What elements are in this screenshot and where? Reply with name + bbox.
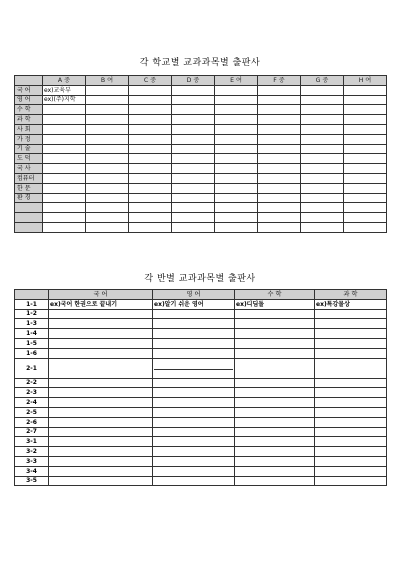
publisher-cell[interactable] [129, 85, 172, 95]
class-label: 3-4 [15, 466, 49, 476]
publisher-cell[interactable] [49, 398, 153, 408]
publisher-cell[interactable] [344, 193, 387, 203]
publisher-cell[interactable] [235, 476, 315, 486]
column-header: F 중 [258, 76, 301, 86]
schools-table-title: 각 학교별 교과과목별 출판사 [139, 58, 261, 68]
publisher-cell[interactable] [153, 437, 235, 447]
publisher-cell[interactable] [301, 95, 344, 105]
publisher-cell[interactable] [235, 329, 315, 339]
class-label: 3-2 [15, 447, 49, 457]
publisher-cell[interactable] [315, 466, 387, 476]
publisher-cell[interactable] [172, 173, 215, 183]
publisher-cell[interactable] [258, 164, 301, 174]
subject-label [15, 222, 43, 232]
publisher-cell[interactable] [49, 456, 153, 466]
publisher-cell[interactable] [49, 388, 153, 398]
publisher-cell[interactable] [344, 213, 387, 223]
subject-label: 수 학 [15, 105, 43, 115]
publisher-cell[interactable] [301, 193, 344, 203]
publisher-cell[interactable] [315, 309, 387, 319]
class-label: 1-6 [15, 348, 49, 358]
publisher-cell[interactable] [86, 85, 129, 95]
publisher-cell[interactable] [129, 183, 172, 193]
table-row [15, 95, 387, 105]
publisher-cell[interactable] [43, 154, 86, 164]
publisher-cell[interactable] [235, 447, 315, 457]
column-header: 수 학 [235, 290, 315, 300]
publisher-cell[interactable] [215, 164, 258, 174]
publisher-cell[interactable] [153, 309, 235, 319]
publisher-cell[interactable]: ex)특강물상 [315, 299, 387, 309]
publisher-cell[interactable] [344, 105, 387, 115]
publisher-cell[interactable] [258, 115, 301, 125]
publisher-cell[interactable] [301, 144, 344, 154]
publisher-cell[interactable] [129, 203, 172, 213]
publisher-cell[interactable] [172, 95, 215, 105]
split-cell [154, 359, 233, 378]
publisher-cell[interactable] [172, 85, 215, 95]
publisher-cell[interactable] [86, 154, 129, 164]
publisher-cell[interactable] [172, 222, 215, 232]
column-header: A 중 [43, 76, 86, 86]
publisher-cell[interactable] [86, 203, 129, 213]
publisher-cell[interactable] [258, 154, 301, 164]
publisher-cell[interactable] [153, 476, 235, 486]
publisher-cell[interactable]: ex)국어 한권으로 끝내기 [49, 299, 153, 309]
publisher-cell[interactable] [86, 164, 129, 174]
class-label: 2-2 [15, 378, 49, 388]
publisher-cell[interactable] [301, 115, 344, 125]
publisher-cell[interactable] [315, 437, 387, 447]
table-row [15, 183, 387, 193]
publisher-cell[interactable]: ex)디딤돌 [235, 299, 315, 309]
subject-label: 환 경 [15, 193, 43, 203]
publisher-cell[interactable] [315, 407, 387, 417]
publisher-cell[interactable] [49, 329, 153, 339]
publisher-cell[interactable] [235, 388, 315, 398]
publisher-cell[interactable] [315, 378, 387, 388]
publisher-cell[interactable] [215, 193, 258, 203]
publisher-cell[interactable] [129, 164, 172, 174]
publisher-cell[interactable] [258, 222, 301, 232]
column-header: G 중 [301, 76, 344, 86]
publisher-cell[interactable] [172, 134, 215, 144]
table-row [15, 466, 387, 476]
publisher-cell[interactable] [235, 319, 315, 329]
table-row [15, 329, 387, 339]
table-row [15, 124, 387, 134]
split-divider [154, 369, 233, 370]
table-row [15, 338, 387, 348]
publisher-cell[interactable] [215, 105, 258, 115]
publisher-cell[interactable] [315, 417, 387, 427]
subject-label: 가 정 [15, 134, 43, 144]
publisher-cell[interactable] [172, 105, 215, 115]
subject-label: 국 사 [15, 164, 43, 174]
publisher-cell[interactable] [49, 348, 153, 358]
subject-label [15, 203, 43, 213]
publisher-cell[interactable] [86, 222, 129, 232]
publisher-cell[interactable] [215, 203, 258, 213]
class-label: 1-2 [15, 309, 49, 319]
schools-publisher-table [14, 75, 387, 233]
class-label: 2-1 [15, 358, 49, 378]
publisher-cell[interactable] [129, 173, 172, 183]
publisher-cell[interactable] [235, 398, 315, 408]
publisher-cell[interactable] [86, 213, 129, 223]
publisher-cell[interactable] [153, 319, 235, 329]
publisher-cell[interactable] [235, 437, 315, 447]
class-label: 3-3 [15, 456, 49, 466]
publisher-cell[interactable] [129, 193, 172, 203]
class-label: 2-3 [15, 388, 49, 398]
publisher-cell[interactable] [258, 193, 301, 203]
subject-label [15, 213, 43, 223]
column-header: H 여 [344, 76, 387, 86]
publisher-cell[interactable] [129, 124, 172, 134]
subject-label: 기 술 [15, 144, 43, 154]
publisher-cell[interactable] [301, 183, 344, 193]
publisher-cell[interactable] [172, 213, 215, 223]
publisher-cell[interactable] [344, 203, 387, 213]
publisher-cell[interactable] [258, 183, 301, 193]
table-row [15, 213, 387, 223]
publisher-cell[interactable] [301, 85, 344, 95]
publisher-cell[interactable] [315, 319, 387, 329]
publisher-cell[interactable] [49, 466, 153, 476]
publisher-cell[interactable] [153, 456, 235, 466]
table-row [15, 203, 387, 213]
publisher-cell[interactable] [215, 115, 258, 125]
publisher-cell[interactable] [258, 85, 301, 95]
table-row [15, 456, 387, 466]
publisher-cell[interactable] [49, 427, 153, 437]
table-row [15, 398, 387, 408]
column-header: E 여 [215, 76, 258, 86]
class-label: 1-4 [15, 329, 49, 339]
publisher-cell[interactable] [86, 105, 129, 115]
publisher-cell[interactable] [235, 427, 315, 437]
publisher-cell[interactable] [86, 124, 129, 134]
column-header: 국 어 [49, 290, 153, 300]
publisher-cell[interactable] [153, 348, 235, 358]
publisher-cell[interactable] [49, 476, 153, 486]
publisher-cell[interactable] [153, 358, 235, 378]
publisher-cell[interactable] [315, 427, 387, 437]
publisher-cell[interactable] [315, 388, 387, 398]
publisher-cell[interactable] [129, 213, 172, 223]
subject-label: 사 회 [15, 124, 43, 134]
publisher-cell[interactable] [301, 134, 344, 144]
publisher-cell[interactable] [172, 183, 215, 193]
publisher-cell[interactable] [315, 398, 387, 408]
publisher-cell[interactable] [344, 124, 387, 134]
publisher-cell[interactable] [301, 222, 344, 232]
publisher-cell[interactable] [86, 144, 129, 154]
publisher-cell[interactable] [43, 144, 86, 154]
table-row [15, 85, 387, 95]
publisher-cell[interactable] [43, 124, 86, 134]
table-row [15, 164, 387, 174]
publisher-cell[interactable] [43, 134, 86, 144]
publisher-cell[interactable] [315, 456, 387, 466]
publisher-cell[interactable] [215, 154, 258, 164]
publisher-cell[interactable] [153, 329, 235, 339]
class-label: 2-5 [15, 407, 49, 417]
publisher-cell[interactable] [344, 164, 387, 174]
publisher-cell[interactable] [344, 222, 387, 232]
publisher-cell[interactable] [153, 338, 235, 348]
column-header: D 중 [172, 76, 215, 86]
publisher-cell[interactable] [153, 378, 235, 388]
publisher-cell[interactable] [215, 173, 258, 183]
publisher-cell[interactable] [129, 95, 172, 105]
publisher-cell[interactable] [235, 358, 315, 378]
publisher-cell[interactable] [172, 144, 215, 154]
publisher-cell[interactable] [129, 154, 172, 164]
table-row [15, 437, 387, 447]
publisher-cell[interactable] [215, 213, 258, 223]
publisher-cell[interactable] [315, 338, 387, 348]
column-header: B 여 [86, 76, 129, 86]
publisher-cell[interactable] [172, 115, 215, 125]
publisher-cell[interactable]: ex)(주)지학 [43, 95, 86, 105]
table-row [15, 173, 387, 183]
publisher-cell[interactable] [215, 183, 258, 193]
table-row [15, 447, 387, 457]
table-row [15, 388, 387, 398]
publisher-cell[interactable] [344, 95, 387, 105]
table-row [15, 417, 387, 427]
class-label: 3-5 [15, 476, 49, 486]
publisher-cell[interactable] [235, 378, 315, 388]
table-row [15, 378, 387, 388]
classes-table-title: 각 반별 교과과목별 출판사 [144, 274, 256, 284]
publisher-cell[interactable] [172, 193, 215, 203]
publisher-cell[interactable] [235, 338, 315, 348]
publisher-cell[interactable] [301, 213, 344, 223]
publisher-cell[interactable] [43, 115, 86, 125]
column-header: 과 학 [315, 290, 387, 300]
publisher-cell[interactable] [129, 115, 172, 125]
publisher-cell[interactable] [315, 476, 387, 486]
publisher-cell[interactable] [315, 329, 387, 339]
publisher-cell[interactable] [43, 164, 86, 174]
publisher-cell[interactable] [153, 398, 235, 408]
subject-label: 한 문 [15, 183, 43, 193]
table-row [15, 476, 387, 486]
publisher-cell[interactable] [172, 154, 215, 164]
publisher-cell[interactable] [49, 319, 153, 329]
publisher-cell[interactable] [344, 115, 387, 125]
publisher-cell[interactable] [258, 134, 301, 144]
class-label: 2-4 [15, 398, 49, 408]
publisher-cell[interactable] [86, 183, 129, 193]
publisher-cell[interactable] [153, 466, 235, 476]
publisher-cell[interactable] [344, 134, 387, 144]
publisher-cell[interactable] [86, 95, 129, 105]
subject-label: 도 덕 [15, 154, 43, 164]
publisher-cell[interactable] [86, 134, 129, 144]
publisher-cell[interactable]: ex)알기 쉬운 영어 [153, 299, 235, 309]
publisher-cell[interactable] [215, 134, 258, 144]
table-row [15, 105, 387, 115]
table-row [15, 299, 387, 309]
publisher-cell[interactable] [43, 105, 86, 115]
publisher-cell[interactable] [43, 222, 86, 232]
publisher-cell[interactable] [301, 105, 344, 115]
class-label: 1-1 [15, 299, 49, 309]
publisher-cell[interactable] [49, 358, 153, 378]
publisher-cell[interactable] [235, 407, 315, 417]
publisher-cell[interactable] [153, 447, 235, 457]
subject-label: 영 어 [15, 95, 43, 105]
publisher-cell[interactable]: ex)교육부 [43, 85, 86, 95]
publisher-cell[interactable] [49, 447, 153, 457]
publisher-cell[interactable] [301, 124, 344, 134]
table-row [15, 144, 387, 154]
publisher-cell[interactable] [215, 124, 258, 134]
classes-publisher-table [14, 289, 387, 486]
table-row [15, 407, 387, 417]
publisher-cell[interactable] [49, 417, 153, 427]
publisher-cell[interactable] [49, 437, 153, 447]
publisher-cell[interactable] [258, 95, 301, 105]
table-row [15, 348, 387, 358]
publisher-cell[interactable] [315, 358, 387, 378]
column-header: C 중 [129, 76, 172, 86]
publisher-cell[interactable] [153, 407, 235, 417]
publisher-cell[interactable] [258, 144, 301, 154]
publisher-cell[interactable] [153, 427, 235, 437]
table-row [15, 154, 387, 164]
publisher-cell[interactable] [235, 417, 315, 427]
publisher-cell[interactable] [153, 388, 235, 398]
publisher-cell[interactable] [344, 183, 387, 193]
table-row [15, 115, 387, 125]
publisher-cell[interactable] [172, 164, 215, 174]
publisher-cell[interactable] [301, 173, 344, 183]
publisher-cell[interactable] [129, 134, 172, 144]
publisher-cell[interactable] [86, 193, 129, 203]
publisher-cell[interactable] [215, 85, 258, 95]
class-label: 1-5 [15, 338, 49, 348]
publisher-cell[interactable] [49, 338, 153, 348]
publisher-cell[interactable] [258, 173, 301, 183]
class-label: 3-1 [15, 437, 49, 447]
publisher-cell[interactable] [129, 105, 172, 115]
publisher-cell[interactable] [315, 348, 387, 358]
publisher-cell[interactable] [258, 124, 301, 134]
publisher-cell[interactable] [49, 309, 153, 319]
publisher-cell[interactable] [301, 154, 344, 164]
publisher-cell[interactable] [258, 105, 301, 115]
publisher-cell[interactable] [235, 309, 315, 319]
subject-label: 과 학 [15, 115, 43, 125]
class-label: 2-7 [15, 427, 49, 437]
publisher-cell[interactable] [43, 203, 86, 213]
column-header [15, 290, 49, 300]
publisher-cell[interactable] [43, 173, 86, 183]
publisher-cell[interactable] [315, 447, 387, 457]
publisher-cell[interactable] [301, 164, 344, 174]
publisher-cell[interactable] [258, 213, 301, 223]
table-row [15, 319, 387, 329]
publisher-cell[interactable] [153, 417, 235, 427]
publisher-cell[interactable] [215, 222, 258, 232]
publisher-cell[interactable] [258, 203, 301, 213]
publisher-cell[interactable] [344, 154, 387, 164]
table-row [15, 134, 387, 144]
publisher-cell[interactable] [43, 183, 86, 193]
publisher-cell[interactable] [215, 144, 258, 154]
publisher-cell[interactable] [301, 203, 344, 213]
publisher-cell[interactable] [235, 456, 315, 466]
table-row [15, 358, 387, 378]
column-header: 영 어 [153, 290, 235, 300]
publisher-cell[interactable] [86, 173, 129, 183]
publisher-cell[interactable] [344, 144, 387, 154]
subject-label: 국 어 [15, 85, 43, 95]
publisher-cell[interactable] [235, 466, 315, 476]
class-label: 1-3 [15, 319, 49, 329]
publisher-cell[interactable] [43, 213, 86, 223]
publisher-cell[interactable] [215, 95, 258, 105]
publisher-cell[interactable] [235, 348, 315, 358]
class-label: 2-6 [15, 417, 49, 427]
table-row [15, 309, 387, 319]
table-row [15, 427, 387, 437]
publisher-cell[interactable] [344, 173, 387, 183]
table-row [15, 222, 387, 232]
publisher-cell[interactable] [129, 144, 172, 154]
publisher-cell[interactable] [86, 115, 129, 125]
publisher-cell[interactable] [172, 124, 215, 134]
publisher-cell[interactable] [344, 85, 387, 95]
publisher-cell[interactable] [129, 222, 172, 232]
publisher-cell[interactable] [172, 203, 215, 213]
publisher-cell[interactable] [49, 378, 153, 388]
publisher-cell[interactable] [43, 193, 86, 203]
column-header [15, 76, 43, 86]
publisher-cell[interactable] [49, 407, 153, 417]
table-row [15, 193, 387, 203]
subject-label: 컴퓨터 [15, 173, 43, 183]
